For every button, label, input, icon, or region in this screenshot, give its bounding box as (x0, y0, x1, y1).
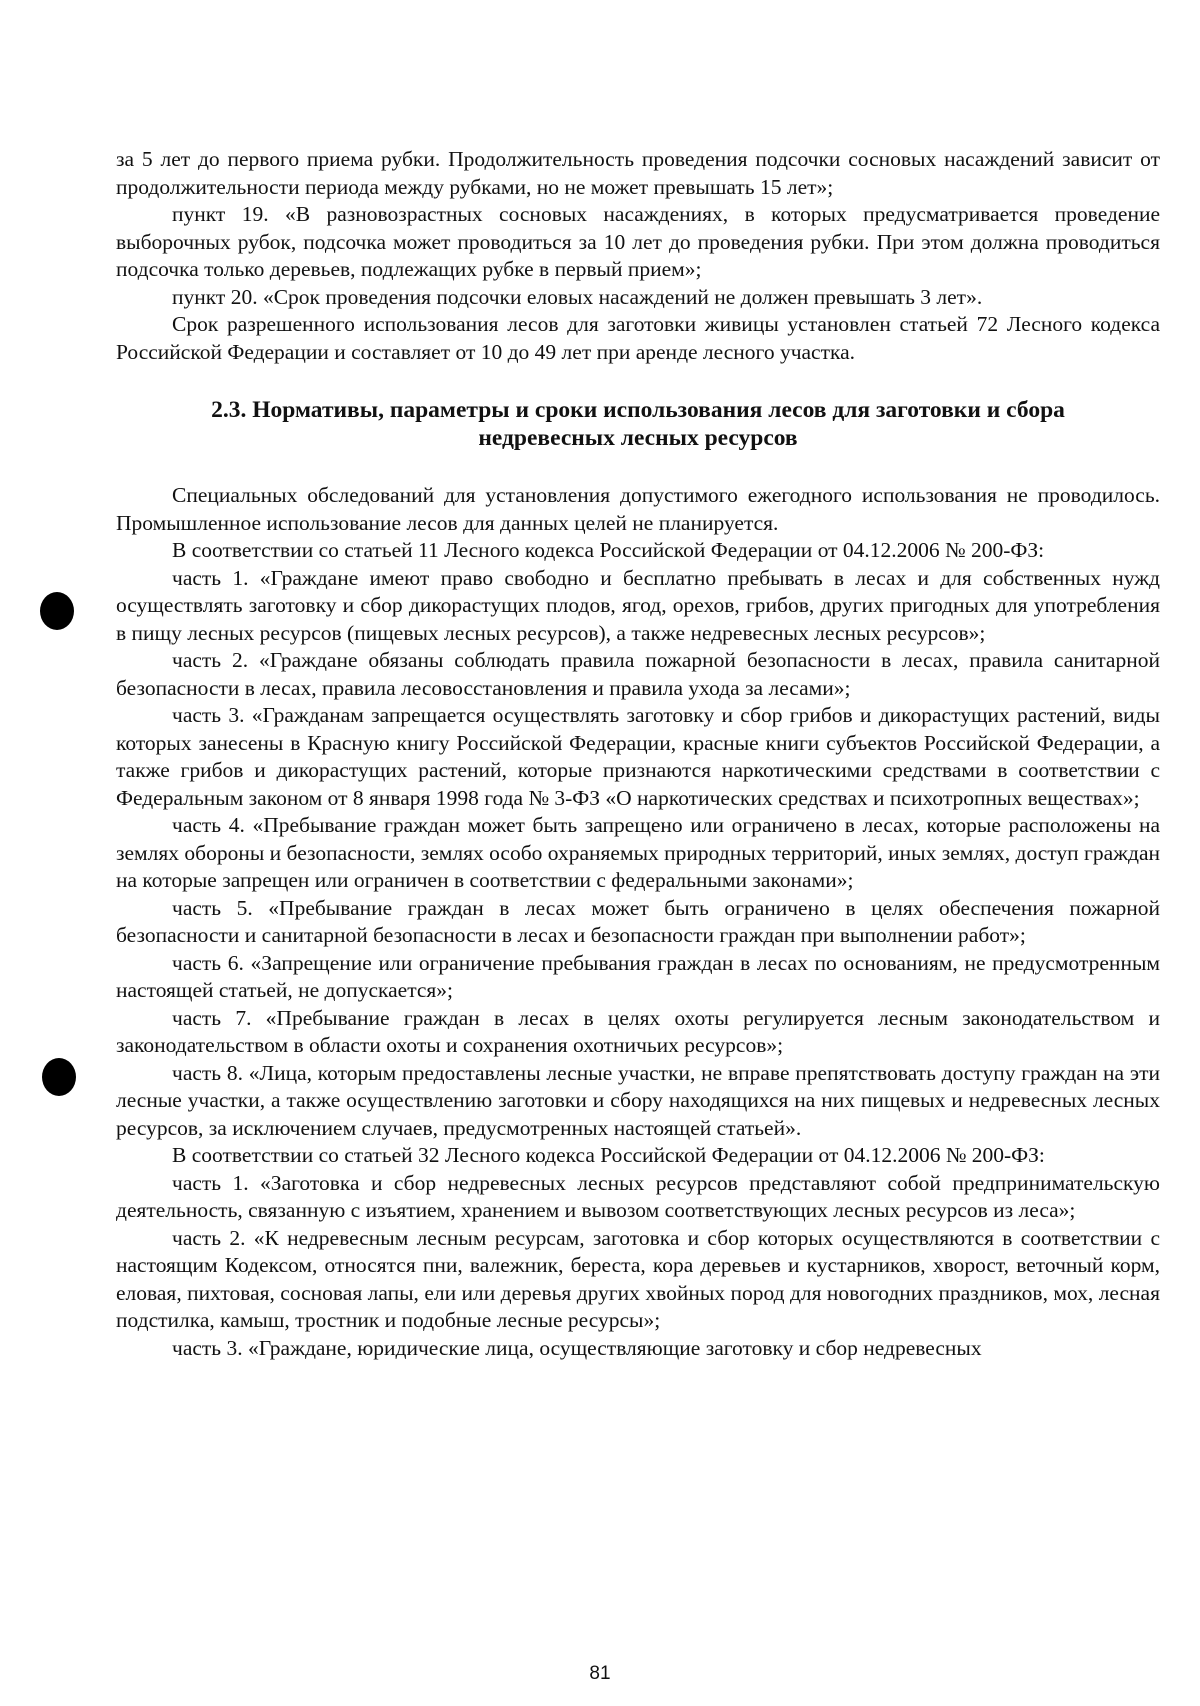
paragraph: часть 3. «Гражданам запрещается осуществлять заготовку и сбор грибов и дикорастущих растений, виды которых занесены в Красную книгу Российской Федерации, красные книги субъектов Российской Федерации, а также грибов и дикорастущих растений, которые признаются наркотическими средствами в соответствии с Федеральным законом от 8 января 1998 года № 3-ФЗ «О наркотических средствах и психотропных веществах»; (116, 703, 1160, 810)
paragraph: Специальных обследований для установления допустимого ежегодного использования не проводилось. Промышленное использование лесов для данных целей не планируется. (116, 483, 1160, 535)
section-title-line-1: 2.3. Нормативы, параметры и сроки использования лесов для заготовки и сбора (211, 397, 1065, 423)
paragraph: часть 8. «Лица, которым предоставлены лесные участки, не вправе препятствовать доступу граждан на эти лесные участки, а также осуществлению заготовки и сбору находящихся на них пищевых и недревесных лесных ресурсов, за исключением случаев, предусмотренных настоящей статьей». (116, 1060, 1160, 1140)
document-page (116, 146, 1160, 1362)
paragraph: Срок разрешенного использования лесов для заготовки живицы установлен статьей 72 Лесного кодекса Российской Федерации и составляет от 10 до 49 лет при аренде лесного участка. (116, 312, 1160, 364)
paragraph: часть 1. «Граждане имеют право свободно и бесплатно пребывать в лесах и для собственных нужд осуществлять заготовку и сбор дикорастущих плодов, ягод, орехов, грибов, других пригодных для употребления в пищу лесных ресурсов (пищевых лесных ресурсов), а также недревесных лесных ресурсов»; (116, 565, 1160, 645)
paragraph: В соответствии со статьей 32 Лесного кодекса Российской Федерации от 04.12.2006 № 200-ФЗ: (172, 1143, 1045, 1167)
section-title-line-2: недревесных лесных ресурсов (478, 425, 798, 451)
page-number: 81 (589, 1663, 611, 1684)
paragraph: часть 6. «Запрещение или ограничение пребывания граждан в лесах по основаниям, не предусмотренным настоящей статьей, не допускается»; (116, 950, 1160, 1002)
paragraph: часть 1. «Заготовка и сбор недревесных лесных ресурсов представляют собой предпринимательскую деятельность, связанную с изъятием, хранением и вывозом соответствующих лесных ресурсов из леса»; (116, 1170, 1160, 1222)
paragraph: часть 3. «Граждане, юридические лица, осуществляющие заготовку и сбор недревесных (172, 1335, 982, 1360)
punch-hole-mark (40, 592, 74, 630)
paragraph: часть 2. «Граждане обязаны соблюдать правила пожарной безопасности в лесах, правила санитарной безопасности в лесах, правила лесовосстановления и правила ухода за лесами»; (116, 648, 1160, 700)
paragraph: пункт 19. «В разновозрастных сосновых насаждениях, в которых предусматривается проведение выборочных рубок, подсочка может проводиться за 10 лет до проведения рубки. При этом должна проводиться подсочка только деревьев, подлежащих рубке в первый прием»; (116, 202, 1160, 281)
paragraph: В соответствии со статьей 11 Лесного кодекса Российской Федерации от 04.12.2006 № 200-ФЗ: (172, 538, 1045, 562)
paragraph: часть 2. «К недревесным лесным ресурсам, заготовка и сбор которых осуществляются в соответствии с настоящим Кодексом, относятся пни, валежник, береста, кора деревьев и кустарников, хворост, веточный корм, еловая, пихтовая, сосновая лапы, ели или деревья других хвойных пород для новогодних праздников, мох, лесная подстилка, камыш, тростник и подобные лесные ресурсы»; (116, 1225, 1160, 1332)
section-title (116, 396, 1160, 452)
paragraph: часть 7. «Пребывание граждан в лесах в целях охоты регулируется лесным законодательством и законодательством в области охоты и сохранения охотничьих ресурсов»; (116, 1005, 1160, 1057)
paragraph: пункт 20. «Срок проведения подсочки еловых насаждений не должен превышать 3 лет». (172, 284, 983, 309)
punch-hole-mark (42, 1058, 76, 1096)
paragraph: часть 4. «Пребывание граждан может быть запрещено или ограничено в лесах, которые расположены на землях обороны и безопасности, землях особо охраняемых природных территорий, иных землях, доступ граждан на которые запрещен или ограничен в соответствии с федеральными законами»; (116, 813, 1160, 892)
paragraph: за 5 лет до первого приема рубки. Продолжительность проведения подсочки сосновых насаждений зависит от продолжительности периода между рубками, но не может превышать 15 лет»; (116, 147, 1160, 199)
paragraph: часть 5. «Пребывание граждан в лесах может быть ограничено в целях обеспечения пожарной безопасности и санитарной безопасности в лесах и безопасности граждан при выполнении работ»; (116, 895, 1160, 947)
